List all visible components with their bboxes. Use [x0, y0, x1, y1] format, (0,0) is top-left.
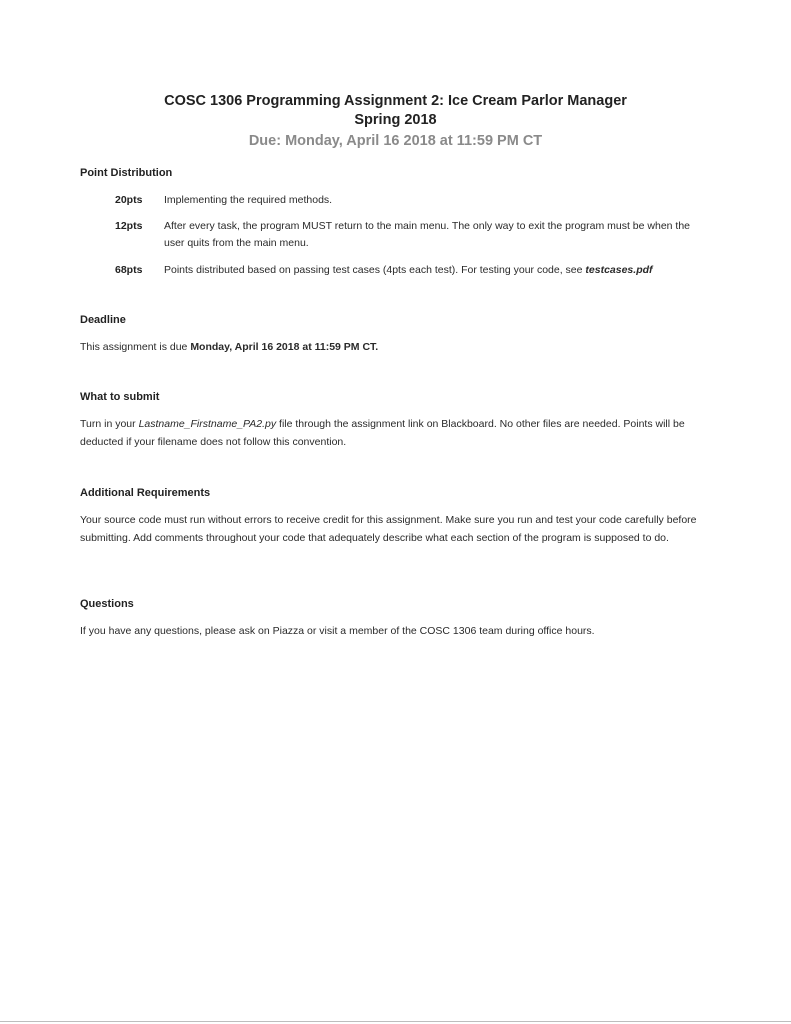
assignment-term: Spring 2018: [354, 112, 437, 128]
point-item-main-menu: [115, 218, 705, 252]
point-value: 20pts: [115, 194, 143, 206]
what-to-submit-heading: What to submit: [80, 391, 160, 403]
submission-filename: Lastname_Firstname_PA2.py: [138, 418, 277, 430]
point-item-methods: [115, 192, 705, 209]
point-description: Implementing the required methods.: [164, 194, 333, 206]
submit-text-lead: Turn in your: [80, 418, 139, 430]
deadline-date: Monday, April 16 2018 at 11:59 PM CT.: [190, 341, 379, 353]
deadline-text: [80, 338, 700, 356]
point-description: [164, 262, 705, 279]
testcases-file-reference: testcases.pdf: [585, 264, 653, 276]
questions-text: If you have any questions, please ask on Piazza or visit a member of the COSC 1306 team during office hours.: [80, 625, 595, 637]
submit-text-rest: file through the assignment link on Blackboard. No other files are needed. Points will be deducted if your filename does not follow this convention.: [80, 418, 685, 448]
what-to-submit-text: [80, 415, 700, 451]
assignment-due-date: Due: Monday, April 16 2018 at 11:59 PM CT: [248, 133, 543, 149]
assignment-title: COSC 1306 Programming Assignment 2: Ice Cream Parlor Manager: [164, 93, 627, 109]
title-block: [0, 92, 791, 151]
point-value: 68pts: [115, 264, 143, 276]
point-value: 12pts: [115, 220, 143, 232]
additional-requirements-text: Your source code must run without errors to receive credit for this assignment. Make sure you run and test your code carefully before submitting. Add comments throughout your code that adequately describe what each section of the program is supposed to do.: [80, 514, 697, 544]
point-description-text: Points distributed based on passing test cases (4pts each test). For testing your code, see: [164, 264, 586, 276]
point-item-test-cases: [115, 262, 705, 279]
scan-edge-line: [0, 1021, 791, 1022]
additional-requirements-heading: Additional Requirements: [80, 487, 211, 499]
questions-heading: Questions: [80, 598, 134, 610]
deadline-text-lead: This assignment is due: [80, 341, 191, 353]
point-distribution-heading: Point Distribution: [80, 167, 173, 179]
point-description: After every task, the program MUST return to the main menu. The only way to exit the program must be when the user quits from the main menu.: [164, 220, 691, 249]
deadline-heading: Deadline: [80, 314, 126, 326]
